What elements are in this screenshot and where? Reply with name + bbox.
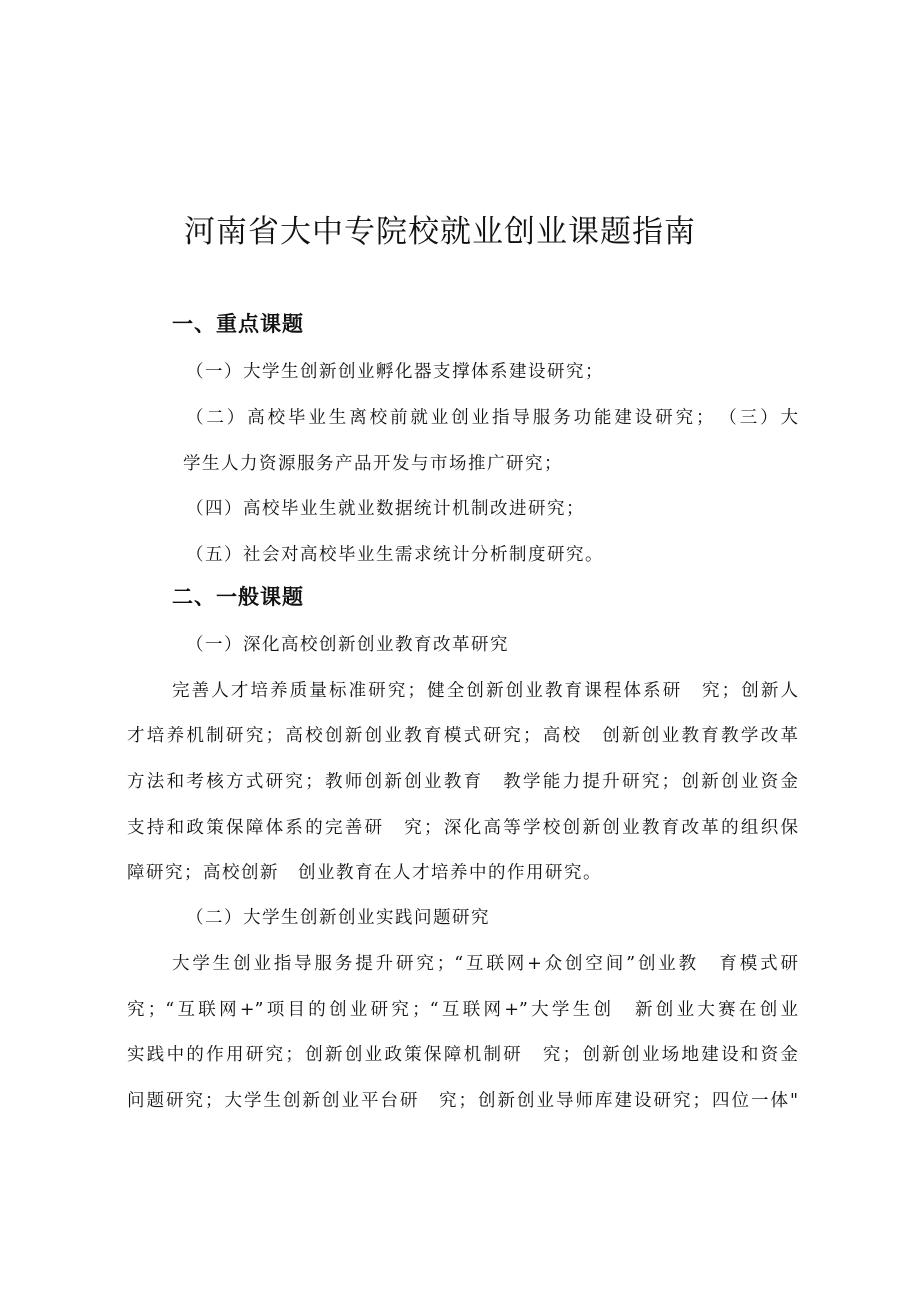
general-subtopic-2-line-4: 问题研究；大学生创新创业平台研 究；创新创业导师库建设研究；四位一体" <box>127 1091 798 1111</box>
key-topic-item-4: （四）高校毕业生就业数据统计机制改进研究； <box>186 499 585 519</box>
general-subtopic-1-line-1: 完善人才培养质量标准研究；健全创新创业教育课程体系研 究；创新人 <box>172 681 798 701</box>
document-title: 河南省大中专院校就业创业课题指南 <box>184 214 696 250</box>
general-subtopic-title-2: （二）大学生创新创业实践问题研究 <box>186 908 490 928</box>
key-topic-item-3-continued: 学生人力资源服务产品开发与市场推广研究； <box>183 454 563 474</box>
general-subtopic-title-1: （一）深化高校创新创业教育改革研究 <box>186 635 509 655</box>
section-heading-key-topics: 一、重点课题 <box>172 312 304 336</box>
section-heading-general-topics: 二、一般课题 <box>172 585 304 609</box>
key-topic-item-5: （五）社会对高校毕业生需求统计分析制度研究。 <box>186 545 604 565</box>
general-subtopic-2-line-2: 究；“互联网+”项目的创业研究；“互联网+”大学生创 新创业大赛在创业 <box>127 1000 798 1020</box>
key-topic-item-2: （二）高校毕业生离校前就业创业指导服务功能建设研究； （三）大 <box>186 408 798 428</box>
general-subtopic-2-line-3: 实践中的作用研究；创新创业政策保障机制研 究；创新创业场地建设和资金 <box>127 1045 798 1065</box>
general-subtopic-2-line-1: 大学生创业指导服务提升研究；“互联网+众创空间”创业教 育模式研 <box>172 954 798 974</box>
key-topic-item-1: （一）大学生创新创业孵化器支撑体系建设研究； <box>186 362 604 382</box>
general-subtopic-1-line-2: 才培养机制研究；高校创新创业教育模式研究；高校 创新创业教育教学改革 <box>127 726 798 746</box>
general-subtopic-1-line-5: 障研究；高校创新 创业教育在人才培养中的作用研究。 <box>127 863 602 883</box>
general-subtopic-1-line-4: 支持和政策保障体系的完善研 究；深化高等学校创新创业教育改革的组织保 <box>127 818 798 838</box>
general-subtopic-1-line-3: 方法和考核方式研究；教师创新创业教育 教学能力提升研究；创新创业资金 <box>127 772 798 792</box>
